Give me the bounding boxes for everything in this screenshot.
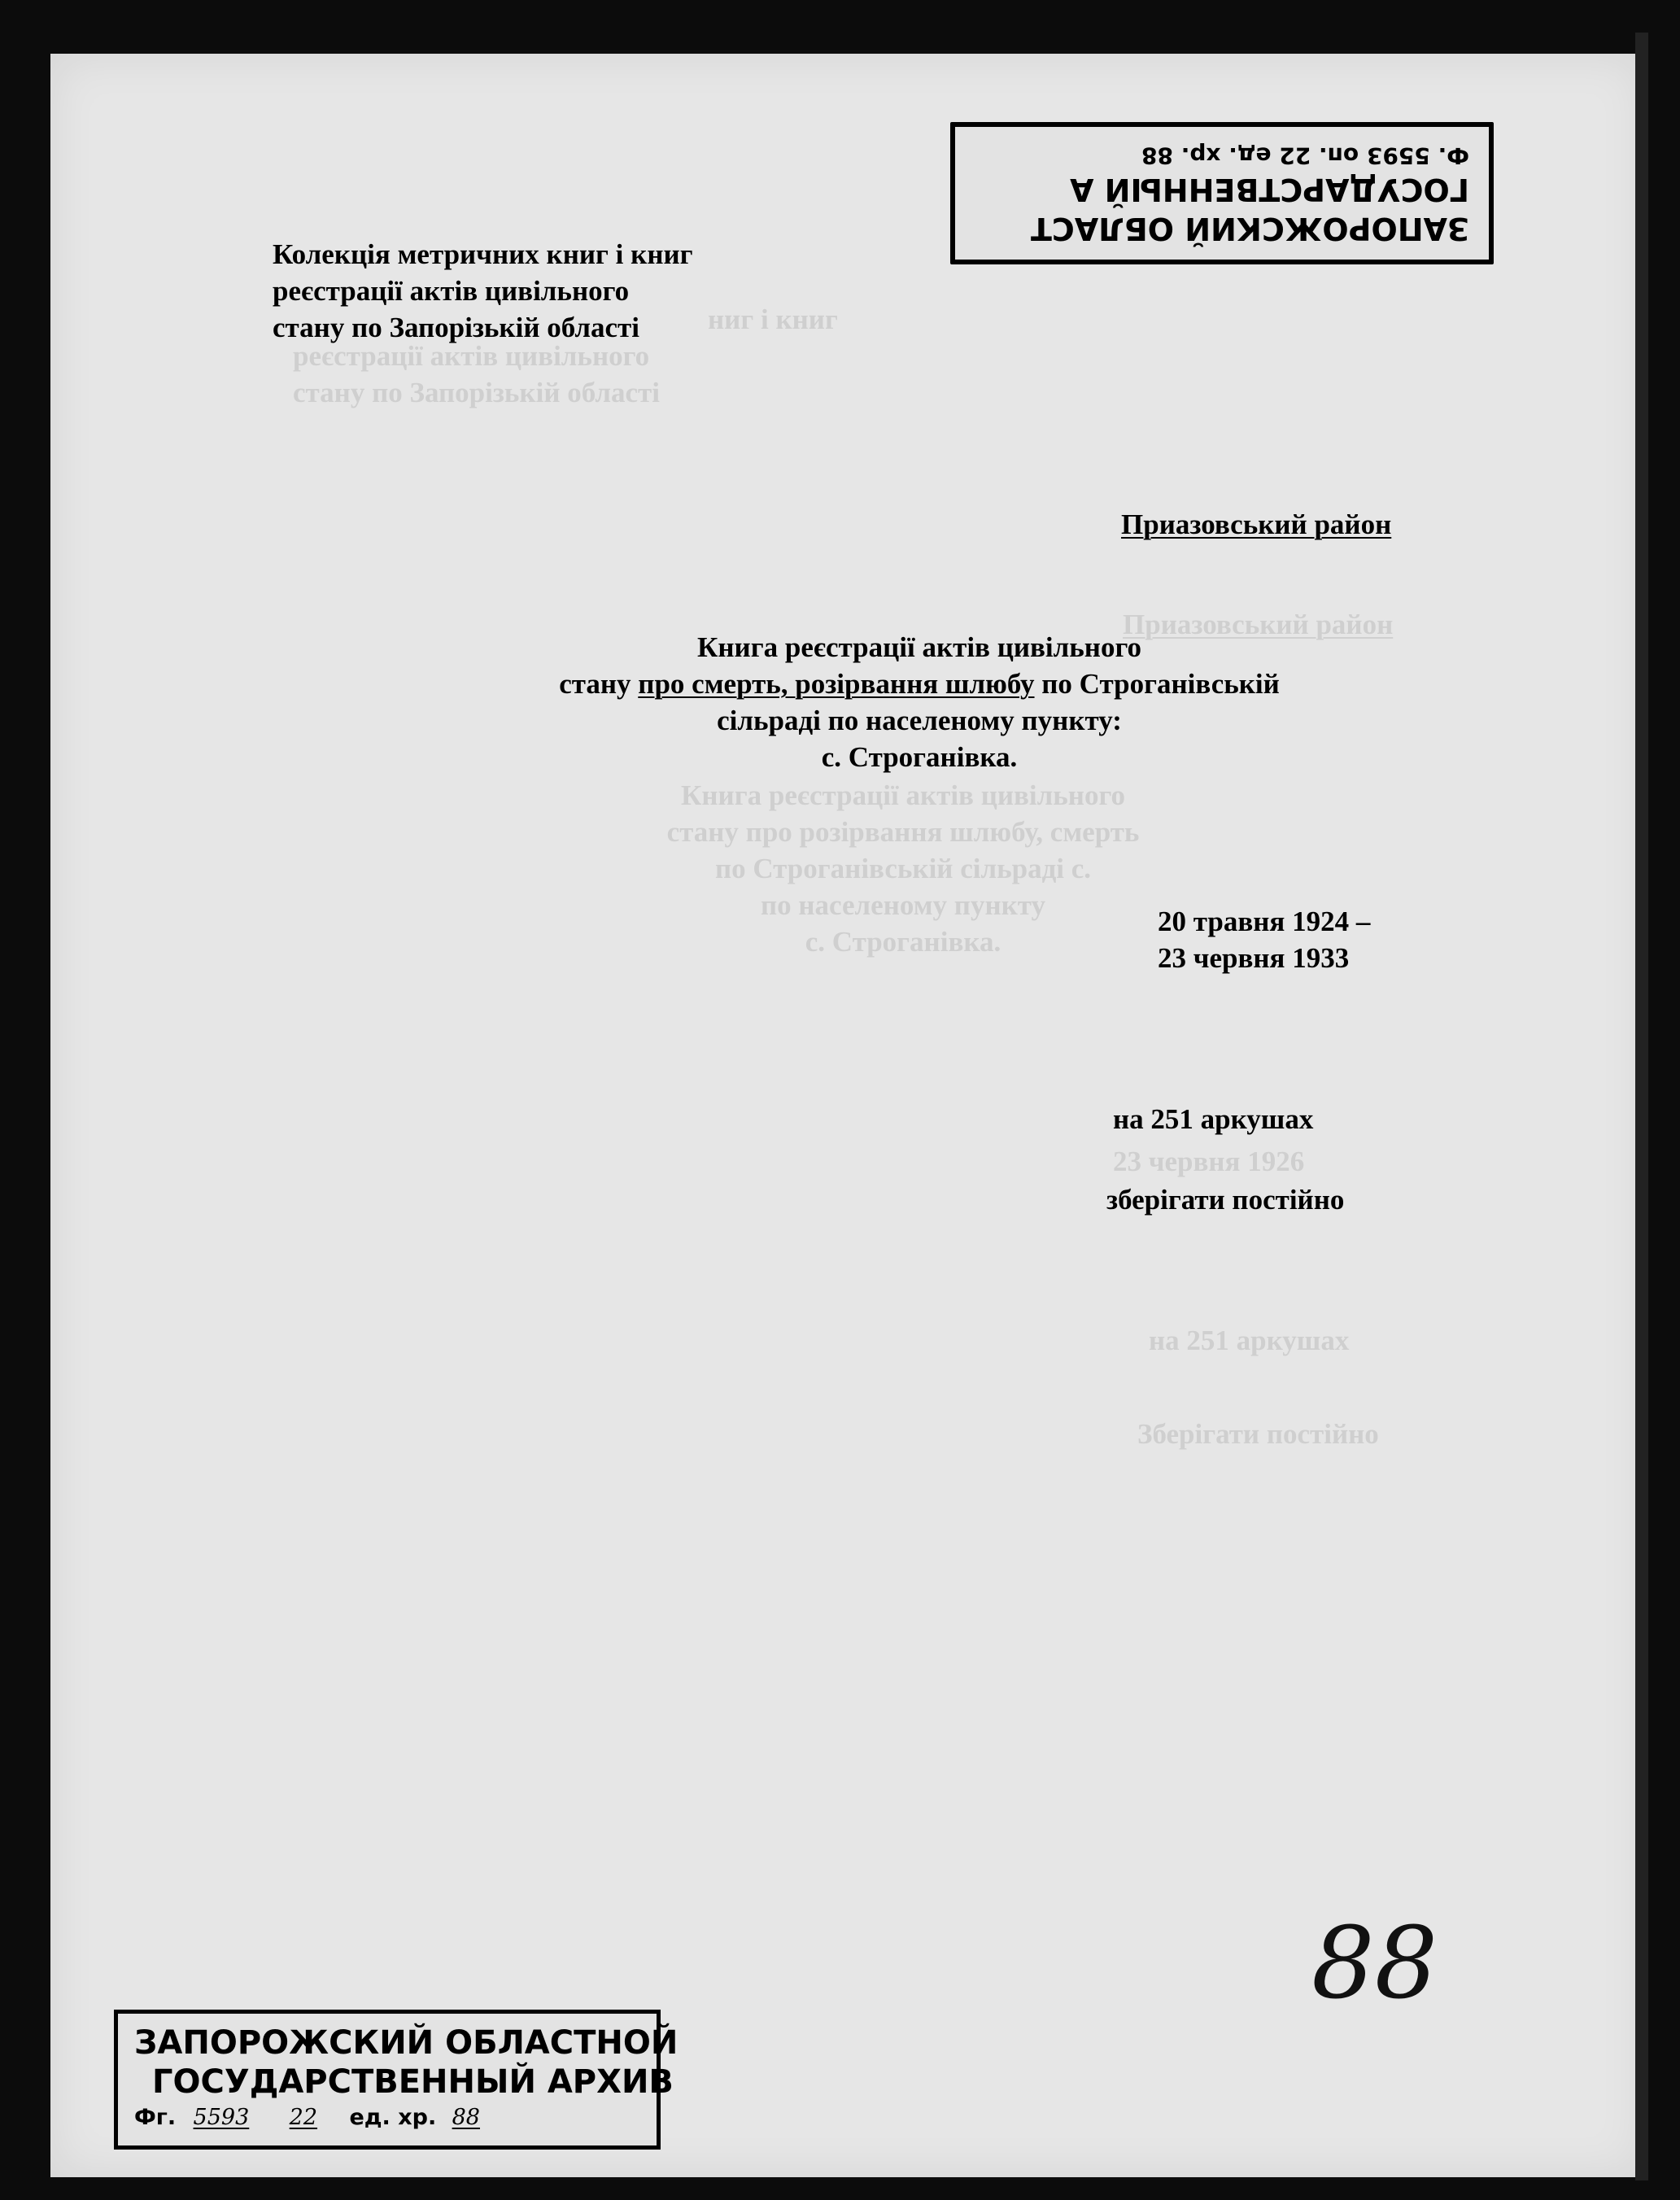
stamp-top-line-2: ГОСУДАРСТВЕННЫЙ А xyxy=(1070,172,1469,207)
archive-stamp-bottom xyxy=(114,2010,679,2150)
book-title-line-2-pre: стану xyxy=(559,668,639,700)
book-title-line-2 xyxy=(358,666,1481,702)
ghost-header-line-2: реєстрації актів цивільного xyxy=(293,340,650,372)
stamp-fond-number: 5593 xyxy=(193,2105,250,2130)
book-title-line-1: Книга реєстрації актів цивільного xyxy=(697,631,1141,663)
book-title-line-2-post: по Строганівській xyxy=(1034,668,1280,700)
ghost-title-line-1: Книга реєстрації актів цивільного xyxy=(681,779,1125,811)
handwritten-folio-number: 88 xyxy=(1311,1905,1438,2021)
stamp-fond-label: Фг. xyxy=(134,2105,177,2130)
stamp-top-line-1: ЗАПОРОЖСКИЙ ОБЛАСТ xyxy=(1030,211,1469,247)
collection-header-line-1: Колекція метричних книг і книг xyxy=(273,238,693,270)
book-title-line-3: сільраді по населеному пункту: xyxy=(717,705,1122,736)
ghost-date: 23 червня 1926 xyxy=(1113,1146,1305,1177)
date-range xyxy=(1158,903,1370,976)
collection-header-line-3: стану по Запорізькій області xyxy=(273,312,639,343)
collection-header-line-2: реєстрації актів цивільного xyxy=(273,275,630,307)
retention-note: зберігати постійно xyxy=(1106,1184,1345,1216)
ghost-title-line-5: с. Строганівка. xyxy=(805,926,1001,958)
ghost-sheets: на 251 аркушах xyxy=(1149,1325,1350,1356)
date-start: 20 травня 1924 – xyxy=(1158,906,1371,937)
stamp-bottom-line-2: ГОСУДАРСТВЕННЫЙ АРХИВ xyxy=(152,2063,674,2101)
ghost-title-line-3: по Строганівській сільраді с. xyxy=(714,853,1092,884)
archive-stamp-top xyxy=(950,122,1494,264)
stamp-unit-label: ед. хр. xyxy=(349,2105,437,2130)
book-title-subject: про смерть, розірвання шлюбу xyxy=(638,668,1035,700)
stamp-opis-number: 22 xyxy=(289,2105,318,2130)
book-title xyxy=(358,629,1481,775)
ghost-title-line-2: стану про розірвання шлюбу, смерть xyxy=(666,816,1140,848)
stamp-bottom-line-3 xyxy=(134,2102,640,2134)
book-title-line-4: с. Строганівка. xyxy=(821,741,1018,773)
collection-header xyxy=(273,236,693,346)
stamp-bottom-line-1: ЗАПОРОЖСКИЙ ОБЛАСТНОЙ xyxy=(134,2024,679,2062)
ghost-retention: Зберігати постійно xyxy=(1137,1418,1379,1450)
date-end: 23 червня 1933 xyxy=(1158,942,1350,974)
ghost-header-line-1: ниг і книг xyxy=(708,303,838,335)
stamp-unit-number: 88 xyxy=(452,2105,480,2130)
ghost-header-line-3: стану по Запорізькій області xyxy=(293,377,660,408)
sheet-count: на 251 аркушах xyxy=(1113,1103,1314,1135)
district-label: Приазовський район xyxy=(1121,509,1392,540)
page-edge-shadow xyxy=(1635,33,1648,2180)
ghost-district: Приазовський район xyxy=(1123,609,1394,640)
ghost-title-line-4: по населеному пункту xyxy=(760,889,1046,921)
stamp-top-line-3: Ф. 5593 оп. 22 ед. хр. 88 xyxy=(1141,142,1469,169)
document-page xyxy=(50,54,1645,2177)
